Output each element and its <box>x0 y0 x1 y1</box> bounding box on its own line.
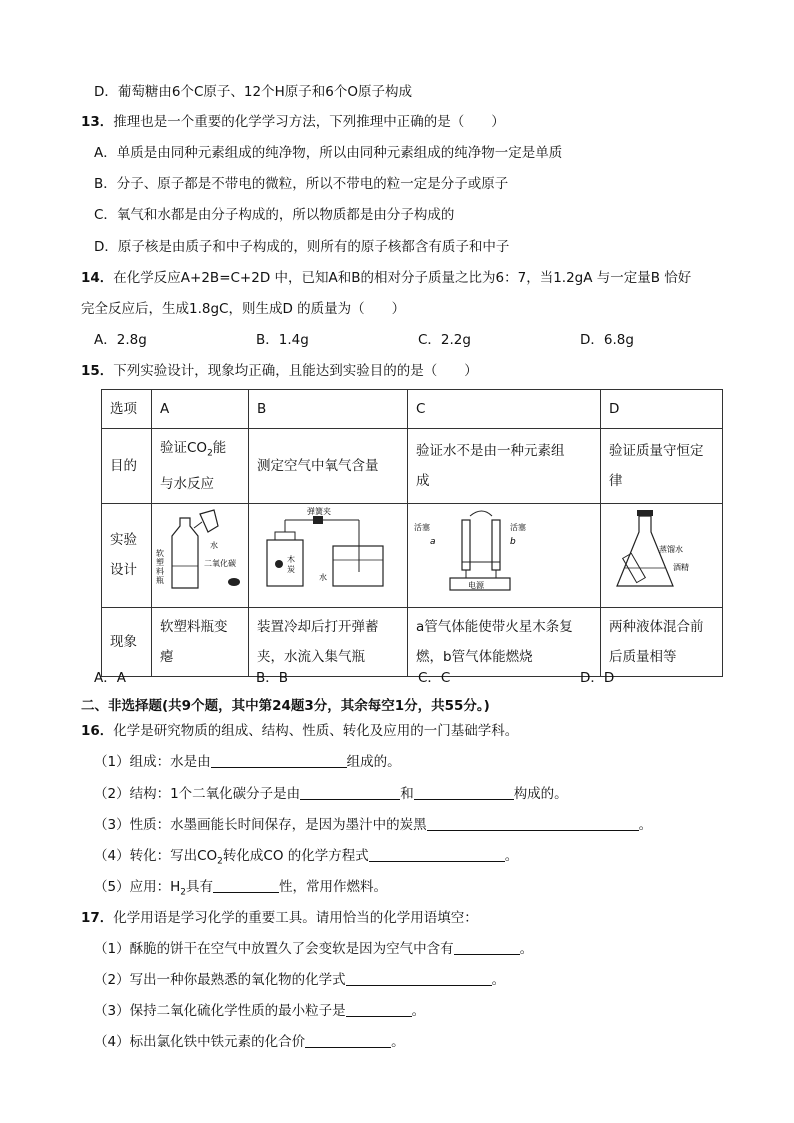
purpose-a-sub: 2 <box>207 448 213 459</box>
q14-number: 14． <box>81 270 114 286</box>
fig-b-carbon-label-1: 木 <box>287 554 295 564</box>
q16-sub1 <box>94 752 401 772</box>
q17-sub4 <box>94 1032 405 1052</box>
q17-sub1 <box>94 939 533 959</box>
fig-a-water-label: 水 <box>210 540 218 550</box>
table-row-header <box>102 390 723 429</box>
q16-sub4-subscript: 2 <box>217 856 223 867</box>
fig-b-carbon-label-2: 炭 <box>287 564 295 574</box>
fig-c-tube-a: a <box>430 536 436 547</box>
q14-stem-line2: 完全反应后，生成1.8gC，则生成D 的质量为（ ） <box>81 301 406 317</box>
q12-option-d: D．葡萄糖由6个C原子、12个H原子和6个O原子构成 <box>94 84 412 100</box>
table-row-design <box>102 503 723 607</box>
q16-text: 化学是研究物质的组成、结构、性质、转化及应用的一门基础学科。 <box>113 723 519 739</box>
cell-purpose-c <box>408 429 601 504</box>
phen-b-1: 装置冷却后打开弹蓄 <box>257 618 379 635</box>
q17-sub4-text: （4）标出氯化铁中铁元素的化合价 <box>94 1034 306 1050</box>
q13-option-c: C．氧气和水都是由分子构成的，所以物质都是由分子构成的 <box>94 207 455 223</box>
q17-blank-3[interactable] <box>346 1002 412 1017</box>
q16-blank-5[interactable] <box>213 878 279 893</box>
fig-c-tube-b: b <box>510 536 516 547</box>
cell-col-d: D <box>601 390 723 429</box>
q15-number: 15． <box>81 363 114 379</box>
fig-c-plug-right: 活塞 <box>510 522 526 532</box>
experiment-table <box>101 389 723 677</box>
q16-blank-2b[interactable] <box>414 785 514 800</box>
cell-design-b <box>249 503 408 607</box>
cell-phen-c <box>408 607 601 676</box>
q16-sub2-and: 和 <box>400 786 414 802</box>
cell-phen-header: 现象 <box>102 607 152 676</box>
q17-sub2-end: 。 <box>491 972 506 988</box>
electrolysis-diagram <box>410 506 594 594</box>
phen-d-2: 后质量相等 <box>609 648 677 665</box>
phen-c-1: a管气体能使带火星木条复 <box>416 618 573 635</box>
q16-sub5 <box>94 877 387 903</box>
purpose-d-text1: 验证质量守恒定 <box>609 442 704 459</box>
q15-text: 下列实验设计，现象均正确，且能达到实验目的的是（ ） <box>113 363 478 379</box>
q17-sub2 <box>94 970 505 990</box>
cell-phen-d <box>601 607 723 676</box>
q15-stem <box>81 361 478 381</box>
q15-option-a: A．A <box>94 670 126 686</box>
section-2-heading: 二、非选择题(共9个题，其中第24题3分，其余每空1分，共55分。) <box>81 698 490 714</box>
fig-c-plug-left: 活塞 <box>414 522 430 532</box>
q17-blank-1[interactable] <box>454 940 520 955</box>
purpose-a-text3: 与水反应 <box>160 475 214 492</box>
cell-purpose-header: 目的 <box>102 429 152 504</box>
q16-sub4-text2: 转化成CO 的化学方程式 <box>222 848 369 864</box>
q14-stem-line1 <box>81 268 691 288</box>
table-row-purpose <box>102 429 723 504</box>
cell-purpose-a <box>152 429 249 504</box>
q16-sub2-end: 构成的。 <box>513 786 568 802</box>
q13-stem <box>81 112 505 132</box>
design-header-1: 实验 <box>110 532 137 549</box>
fig-a-label-1: 软 <box>156 548 164 558</box>
fig-a-co2-label: 二氧化碳 <box>204 558 236 568</box>
q16-sub4-end: 。 <box>504 848 519 864</box>
q14-option-a: A．2.8g <box>94 332 147 348</box>
q16-sub5-text: （5）应用：H <box>94 879 181 895</box>
q16-blank-3[interactable] <box>427 816 639 831</box>
fig-b-clip-label: 弹簧夹 <box>307 506 331 516</box>
cell-purpose-d <box>601 429 723 504</box>
q16-blank-1[interactable] <box>211 753 347 768</box>
q16-sub4 <box>94 846 518 872</box>
q17-sub1-text: （1）酥脆的饼干在空气中放置久了会变软是因为空气中含有 <box>94 941 454 957</box>
purpose-a-text2: 能 <box>212 440 227 456</box>
q13-text: 推理也是一个重要的化学学习方法，下列推理中正确的是（ ） <box>113 114 505 130</box>
oxygen-measure-diagram <box>251 506 401 594</box>
q13-number: 13． <box>81 114 114 130</box>
q17-sub2-text: （2）写出一种你最熟悉的氧化物的化学式 <box>94 972 346 988</box>
q17-stem <box>81 908 478 928</box>
q16-sub5-end: 性，常用作燃料。 <box>278 879 387 895</box>
cell-col-a: A <box>152 390 249 429</box>
q17-sub1-end: 。 <box>519 941 534 957</box>
design-header-2: 设计 <box>110 562 137 579</box>
q13-option-d: D．原子核是由质子和中子构成的，则所有的原子核都含有质子和中子 <box>94 239 510 255</box>
q15-option-b: B．B <box>256 670 289 686</box>
q14-option-b: B．1.4g <box>256 332 309 348</box>
q16-sub1-text: （1）组成：水是由 <box>94 754 211 770</box>
fig-c-power-label: 电源 <box>468 580 484 590</box>
q16-stem <box>81 721 518 741</box>
phen-a-2: 瘪 <box>160 648 174 665</box>
q16-blank-2a[interactable] <box>300 785 400 800</box>
fig-b-water-label: 水 <box>319 572 327 582</box>
cell-phen-b <box>249 607 408 676</box>
cell-phen-a <box>152 607 249 676</box>
q14-option-c: C．2.2g <box>418 332 471 348</box>
q17-sub3-end: 。 <box>411 1003 426 1019</box>
table-row-phenomenon <box>102 607 723 676</box>
q16-sub1-end: 组成的。 <box>346 754 401 770</box>
purpose-a-text: 验证CO <box>160 440 208 456</box>
q17-sub3 <box>94 1001 425 1021</box>
q13-option-b: B．分子、原子都是不带电的微粒，所以不带电的粒一定是分子或原子 <box>94 176 509 192</box>
phen-b-2: 夹，水流入集气瓶 <box>257 648 365 665</box>
q15-option-c: C．C <box>418 670 451 686</box>
cell-col-b: B <box>249 390 408 429</box>
soft-bottle-diagram <box>154 506 246 594</box>
purpose-c-text2: 成 <box>416 472 430 489</box>
q17-blank-4[interactable] <box>305 1033 391 1048</box>
q16-sub3-text: （3）性质：水墨画能长时间保存，是因为墨汁中的炭黑 <box>94 817 427 833</box>
q17-blank-2[interactable] <box>346 971 492 986</box>
q14-text: 在化学反应A+2B=C+2D 中，已知A和B的相对分子质量之比为6：7，当1.2gA 与一定量B 恰好 <box>113 270 692 286</box>
fig-d-alcohol-label: 酒精 <box>673 562 689 572</box>
fig-a-label-2: 塑 <box>156 557 164 567</box>
q16-sub5-subscript: 2 <box>180 887 186 898</box>
phen-d-1: 两种液体混合前 <box>609 618 704 635</box>
q15-option-d: D．D <box>580 670 615 686</box>
q16-sub4-text: （4）转化：写出CO <box>94 848 218 864</box>
q14-option-d: D．6.8g <box>580 332 634 348</box>
q13-option-a: A．单质是由同种元素组成的纯净物，所以由同种元素组成的纯净物一定是单质 <box>94 145 563 161</box>
cell-design-c <box>408 503 601 607</box>
q16-number: 16． <box>81 723 114 739</box>
q16-sub3 <box>94 815 652 835</box>
cell-option-header: 选项 <box>102 390 152 429</box>
q16-sub3-end: 。 <box>638 817 653 833</box>
cell-design-header <box>102 503 152 607</box>
phen-a-1: 软塑料瓶变 <box>160 618 228 635</box>
q16-blank-4[interactable] <box>369 847 505 862</box>
q16-sub2 <box>94 784 568 804</box>
q16-sub5-text2: 具有 <box>185 879 213 895</box>
cell-design-d <box>601 503 723 607</box>
mass-conservation-diagram <box>603 506 713 594</box>
cell-design-a <box>152 503 249 607</box>
purpose-c-text1: 验证水不是由一种元素组 <box>416 442 565 459</box>
q16-sub2-text: （2）结构：1个二氧化碳分子是由 <box>94 786 301 802</box>
q17-sub4-end: 。 <box>391 1034 405 1050</box>
fig-a-label-4: 瓶 <box>156 575 164 585</box>
fig-a-label-3: 料 <box>156 566 164 576</box>
phen-c-2: 燃，b管气体能燃烧 <box>416 648 533 665</box>
q17-text: 化学用语是学习化学的重要工具。请用恰当的化学用语填空： <box>113 910 478 926</box>
cell-purpose-b: 测定空气中氧气含量 <box>249 429 408 504</box>
q17-sub3-text: （3）保持二氧化硫化学性质的最小粒子是 <box>94 1003 346 1019</box>
q17-number: 17． <box>81 910 114 926</box>
fig-d-water-label: 蒸馏水 <box>659 544 683 554</box>
purpose-d-text2: 律 <box>609 472 623 489</box>
cell-col-c: C <box>408 390 601 429</box>
